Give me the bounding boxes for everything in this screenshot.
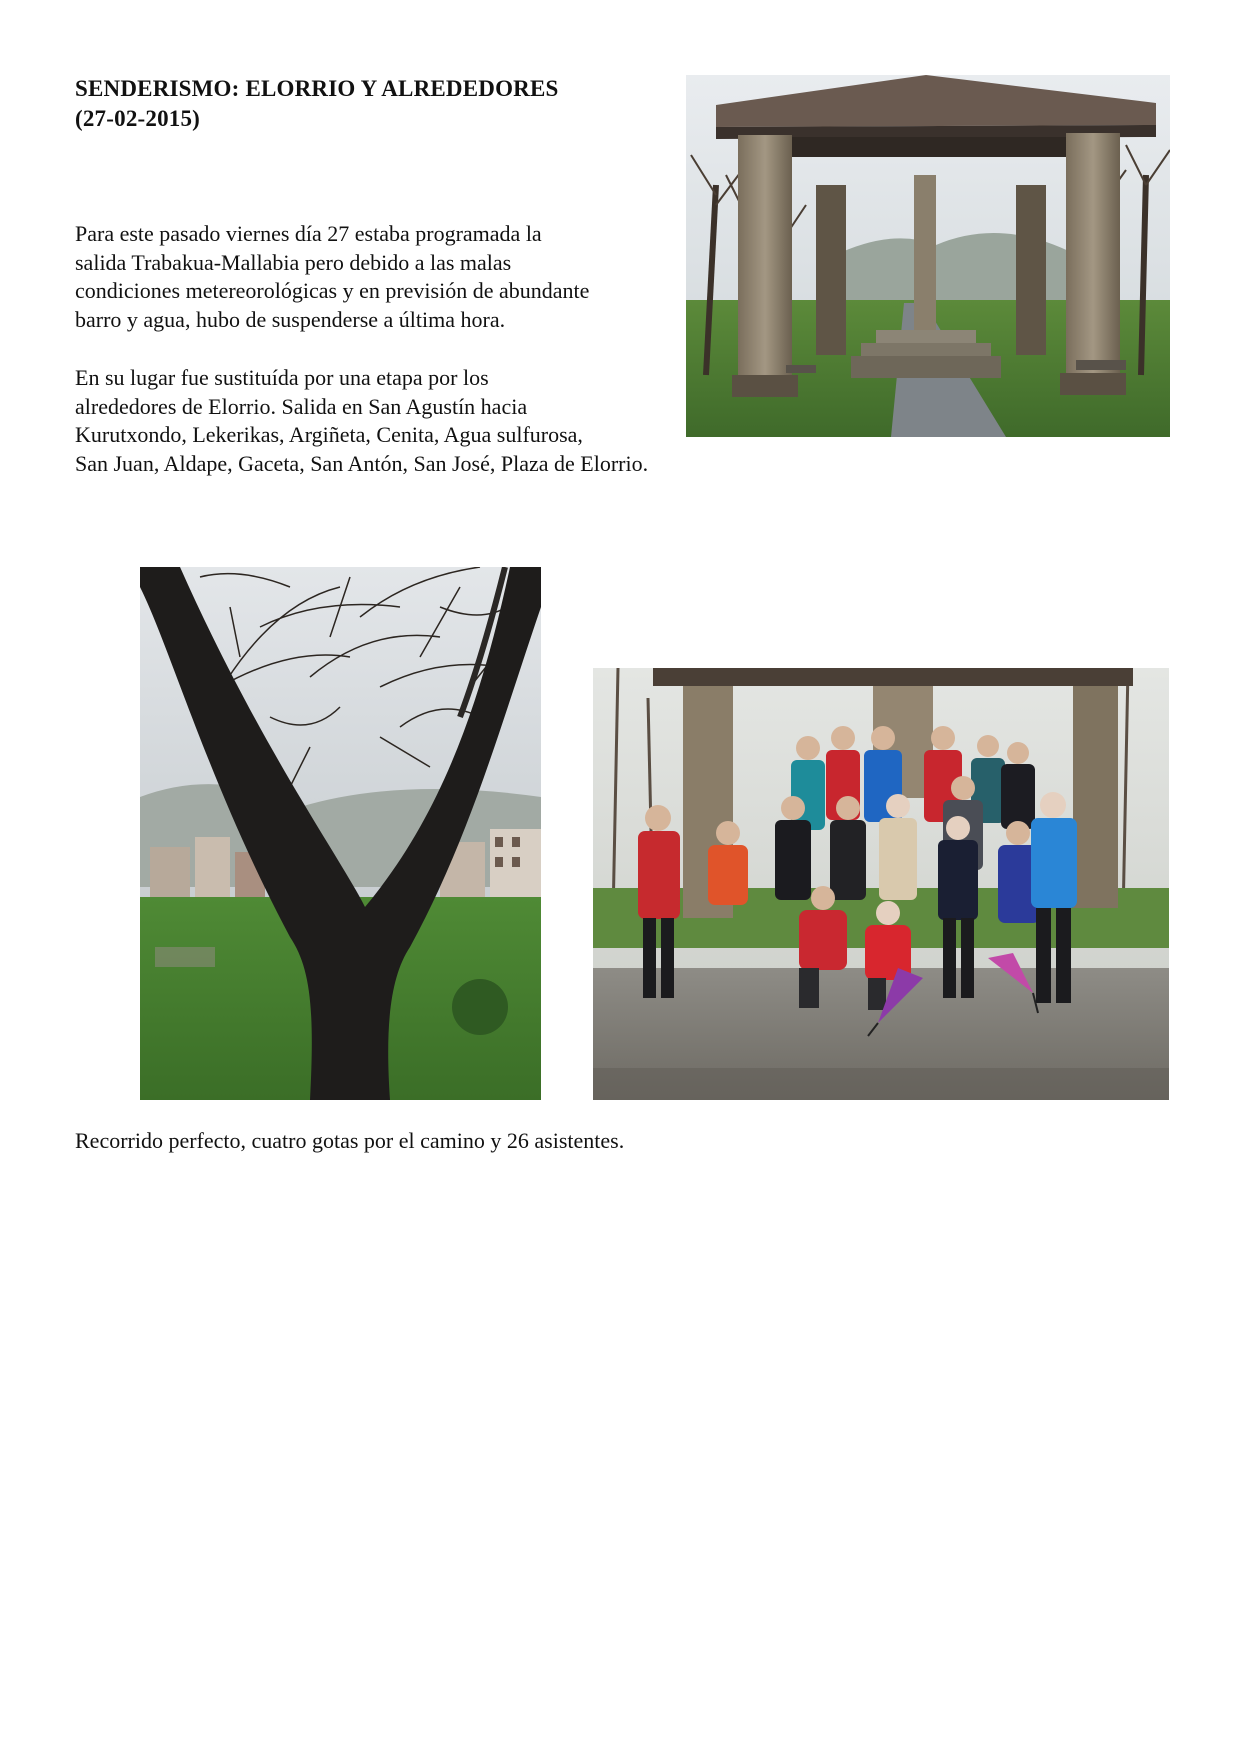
photo-hiking-group	[593, 668, 1169, 1100]
photo-tree-over-town	[140, 567, 541, 1100]
paragraph-line: alrededores de Elorrio. Salida en San Agustín hacia	[75, 393, 528, 419]
page-title	[75, 74, 559, 134]
paragraph-line: salida Trabakua-Mallabia pero debido a las malas	[75, 249, 512, 275]
closing-sentence: Recorrido perfecto, cuatro gotas por el camino y 26 asistentes.	[75, 1128, 625, 1153]
title-line-1: SENDERISMO: ELORRIO Y ALREDEDORES	[75, 76, 559, 101]
intro-paragraph	[75, 220, 589, 334]
route-paragraph	[75, 364, 648, 478]
photo-stone-pavilion	[686, 75, 1170, 437]
paragraph-line: Kurutxondo, Lekerikas, Argiñeta, Cenita, Agua sulfurosa,	[75, 422, 583, 447]
paragraph-line: Para este pasado viernes día 27 estaba programada la	[75, 221, 542, 246]
paragraph-line: condiciones metereorológicas y en previsión de abundante	[75, 278, 590, 303]
paragraph-line: barro y agua, hubo de suspenderse a última hora.	[75, 306, 506, 332]
paragraph-line: San Juan, Aldape, Gaceta, San Antón, San José, Plaza de Elorrio.	[75, 450, 649, 476]
title-line-2: (27-02-2015)	[75, 106, 201, 131]
paragraph-line: En su lugar fue sustituída por una etapa por los	[75, 365, 489, 390]
